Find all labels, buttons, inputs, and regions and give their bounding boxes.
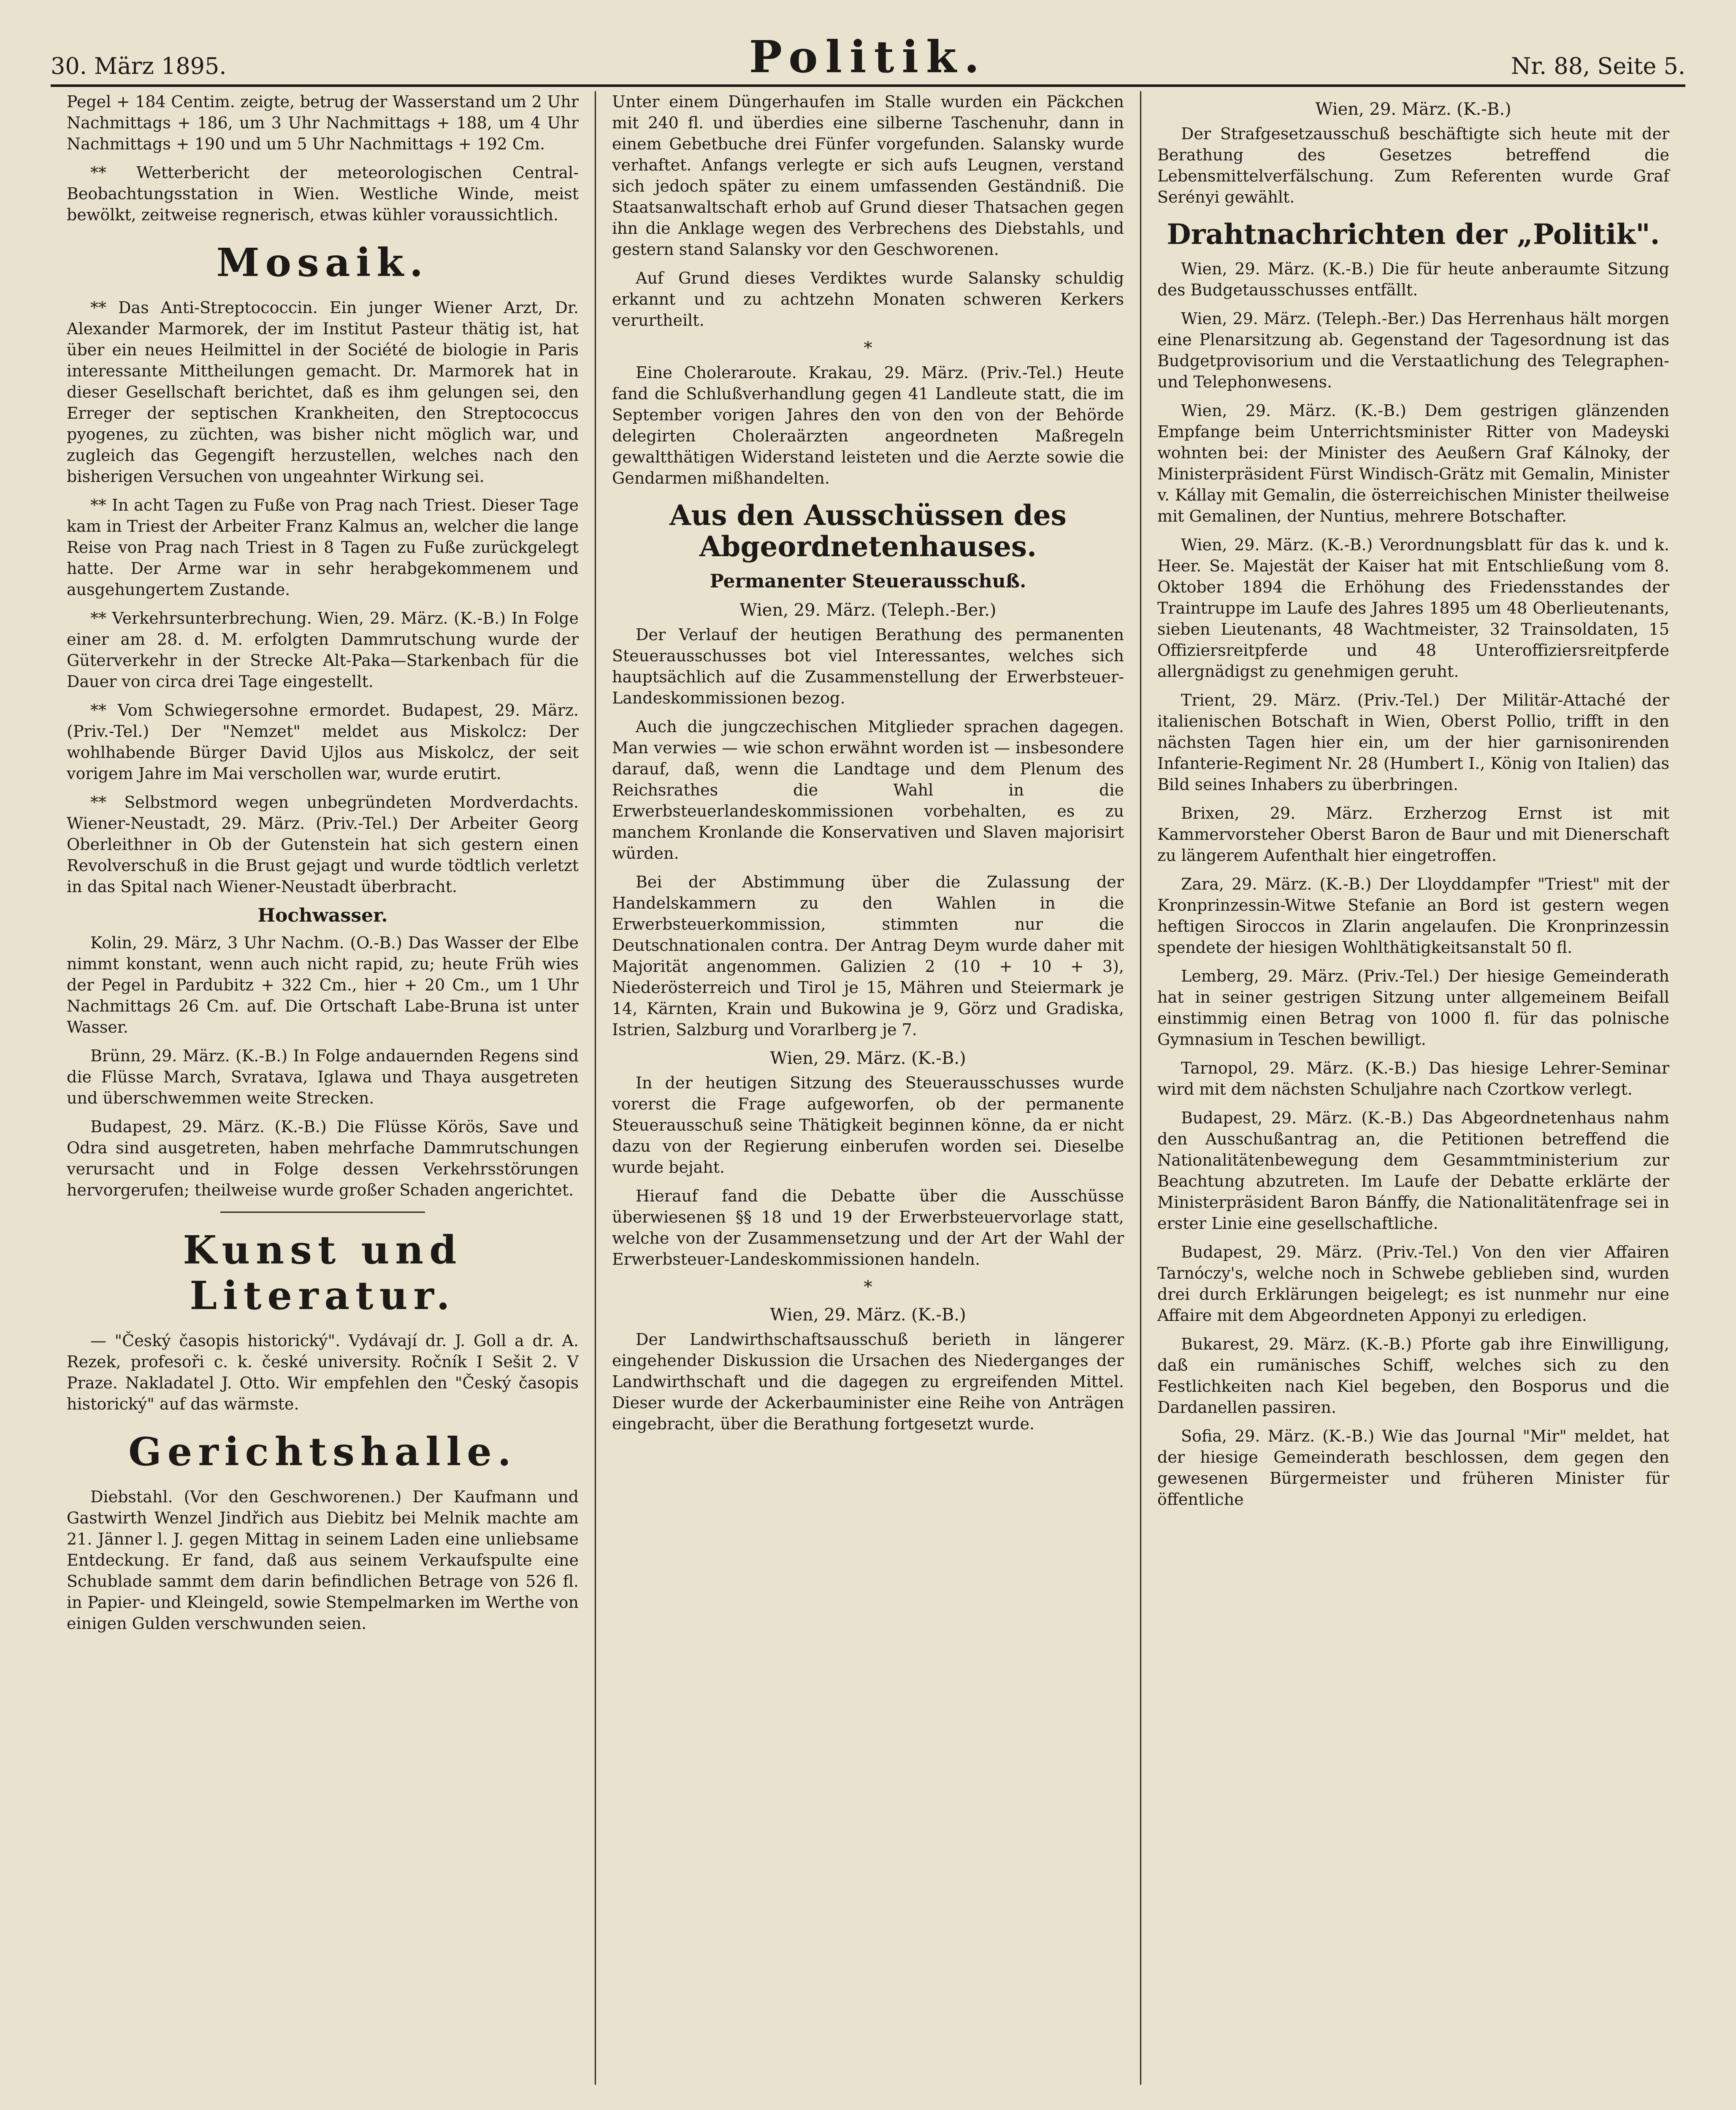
article-paragraph: Kolin, 29. März, 3 Uhr Nachm. (O.-B.) Das Wasser der Elbe nimmt konstant, wenn auch nicht rapid, zu; heute Früh wies der Pegel in Pardubitz + 322 Cm., hier + 20 Cm., um 1 Uhr Nachmittags 26 Cm. auf. Die Ortschaft Labe-Bruna ist unter Wasser. [67,933,579,1036]
dateline: Wien, 29. März. (K.-B.) [770,1049,966,1068]
article-paragraph: Unter einem Düngerhaufen im Stalle wurden ein Päckchen mit 240 fl. und überdies eine silberne Taschenuhr, dann in einem Gebetbuche drei Fünfer vorgefunden. Salansky wurde verhaftet. Anfangs verlegte er sich aufs Leugnen, verstand sich jedoch später zu einem umfassenden Geständniß. Die Staatsanwaltschaft erhob auf Grund dieser Thatsachen gegen ihn die Anklage wegen des Verbrechens des Diebstahls, und gestern stand Salansky vor den Geschworenen. [612,92,1124,259]
telegram-paragraph: Brixen, 29. März. Erzherzog Ernst ist mit Kammervorsteher Oberst Baron de Baur und mit Dienerschaft zu längerem Aufenthalt hier eingetroffen. [1157,804,1669,865]
columns [51,91,1685,2085]
drahtnachrichten-heading: Drahtnachrichten der „Politik". [1167,218,1660,251]
telegram-paragraph: Zara, 29. März. (K.-B.) Der Lloyddampfer "Triest" mit der Kronprinzessin-Witwe Stefanie an Bord ist gestern wegen heftigen Siroccos in Zlarin angelaufen. Die Kronprinzessin spendete der hiesigen Wohlthätigkeitsanstalt 50 fl. [1157,875,1669,957]
article-paragraph: Der Landwirthschaftsausschuß berieth in längerer eingehender Diskussion die Ursachen des Niederganges der Landwirthschaft und die dagegen zu ergreifenden Mittel. Dieser wurde der Ackerbauminister eine Reihe von Anträgen eingebracht, über die Berathung fortgesetzt wurde. [612,1330,1124,1433]
article-paragraph: ** Verkehrsunterbrechung. Wien, 29. März. (K.-B.) In Folge einer am 28. d. M. erfolgten Dammrutschung wurde der Güterverkehr in der Strecke Alt-Paka—Starkenbach für die Dauer von circa drei Tage eingestellt. [67,609,579,691]
article-paragraph: Brünn, 29. März. (K.-B.) In Folge andauernden Regens sind die Flüsse March, Svratava, Iglawa und Thaya ausgetreten und überschwemmen weite Strecken. [67,1047,579,1107]
article-paragraph: Hierauf fand die Debatte über die Ausschüsse überwiesenen §§ 18 und 19 der Erwerbsteuervorlage statt, welche von der Zusammensetzung und der Art der Wahl der Erwerbsteuer-Landeskommissionen handeln. [612,1187,1124,1269]
telegram-paragraph: Sofia, 29. März. (K.-B.) Wie das Journal "Mir" meldet, hat der hiesige Gemeinderath beschlossen, dem gegen den gewesenen Bürgermeister und früheren Minister für öffentliche [1157,1427,1669,1509]
telegram-paragraph: Wien, 29. März. (K.-B.) Die für heute anberaumte Sitzung des Budgetausschusses entfällt. [1157,260,1669,299]
dateline: Wien, 29. März. (K.-B.) [1315,100,1511,119]
dateline: Wien, 29. März. (Teleph.-Ber.) [739,601,997,620]
telegram-paragraph: Wien, 29. März. (K.-B.) Verordnungsblatt für das k. und k. Heer. Se. Majestät der Kaiser hat mit Entschließung vom 8. Oktober 1894 die Erhöhung des Friedensstandes der Traintruppe im Laufe des Jahres 1895 um 48 Oberlieutenants, sieben Lieutenants, 48 Wachtmeister, 32 Trainsoldaten, 15 Offiziersreitpferde und 48 Unteroffiziersreitpferde allergnädigst zu genehmigen geruht. [1157,536,1669,681]
telegram-paragraph: Budapest, 29. März. (K.-B.) Das Abgeordnetenhaus nahm den Ausschußantrag an, die Petitionen betreffend die Nationalitätenbewegung dem Gesammtministerium zur Beachtung abzutreten. Im Laufe der Debatte erklärte der Ministerpräsident Baron Bánffy, die Nationalitätenfrage sei in erster Linie eine gesellschaftliche. [1157,1109,1669,1233]
separator-star: * [864,1277,872,1297]
hochwasser-heading: Hochwasser. [257,905,388,926]
column-3 [1140,91,1685,2085]
gericht-heading: Gerichtshalle. [128,1429,517,1474]
mosaik-heading: Mosaik. [216,240,429,285]
issue-number: Nr. 88, Seite 5. [1511,53,1685,79]
telegram-paragraph: Wien, 29. März. (Teleph.-Ber.) Das Herrenhaus hält morgen eine Plenarsitzung ab. Gegenstand der Tagesordnung ist das Budgetprovisorium und die Verstaatlichung des Telegraphen- und Telephonwesens. [1157,309,1669,391]
article-paragraph: Diebstahl. (Vor den Geschworenen.) Der Kaufmann und Gastwirth Wenzel Jindřich aus Diebitz bei Melnik machte am 21. Jänner l. J. gegen Mittag in seinem Laden eine unliebsame Entdeckung. Er fand, daß aus seinem Verkaufspulte eine Schublade sammt dem darin befindlichen Betrage von 526 fl. in Papier- und Kleingeld, sowie Stempelmarken im Werthe von einigen Gulden verschwunden seien. [67,1488,579,1633]
section-title: Politik. [749,31,987,83]
article-paragraph: — "Český časopis historický". Vydávají dr. J. Goll a dr. A. Rezek, profesoři c. k. české university. Ročník I Sešit 2. V Praze. Nakladatel J. Otto. Wir empfehlen den "Český časopis historický" auf das wärmste. [67,1331,579,1413]
article-paragraph: Budapest, 29. März. (K.-B.) Die Flüsse Körös, Save und Odra sind ausgetreten, haben mehrfache Dammrutschungen verursacht und in Folge dessen Verkehrsstörungen hervorgerufen; theilweise wurde großer Schaden angerichtet. [67,1117,579,1199]
steuerausschuss-heading: Permanenter Steuerausschuß. [710,571,1026,592]
masthead [51,31,1685,87]
issue-date: 30. März 1895. [51,53,227,79]
separator-star: * [864,338,872,358]
telegram-paragraph: Lemberg, 29. März. (Priv.-Tel.) Der hiesige Gemeinderath hat in seiner gestrigen Sitzung unter allgemeinem Beifall einstimmig einen Betrag von 1000 fl. für das polnische Gymnasium in Teschen bewilligt. [1157,967,1669,1049]
article-paragraph: Auf Grund dieses Verdiktes wurde Salansky schuldig erkannt und zu achtzehn Monaten schweren Kerkers verurtheilt. [612,269,1124,330]
dateline: Wien, 29. März. (K.-B.) [770,1305,966,1325]
telegram-paragraph: Wien, 29. März. (K.-B.) Dem gestrigen glänzenden Empfange beim Unterrichtsminister Ritter von Madeyski wohnten bei: der Minister des Aeußern Graf Kálnoky, der Ministerpräsident Fürst Windisch-Grätz mit Gemalin, Minister v. Kállay mit Gemalin, die österreichischen Minister theilweise mit Gemalinen, der Nuntius, mehrere Botschafter. [1157,401,1669,525]
kunst-heading: Kunst und Literatur. [183,1227,463,1318]
article-paragraph: Eine Choleraroute. Krakau, 29. März. (Priv.-Tel.) Heute fand die Schlußverhandlung gegen 41 Landleute statt, die im September vorigen Jahres den von den von der Behörde delegirten Choleraärzten angeordneten Maßregeln gewaltthätigen Widerstand leisteten und die Aerzte sowie die Gendarmen mißhandelten. [612,363,1124,487]
water-level-paragraph: Pegel + 184 Centim. zeigte, betrug der Wasserstand um 2 Uhr Nachmittags + 186, um 3 Uhr Nachmittags + 188, um 4 Uhr Nachmittags + 190 und um 5 Uhr Nachmittags + 192 Cm. [67,92,579,153]
telegram-paragraph: Budapest, 29. März. (Priv.-Tel.) Von den vier Affairen Tarnóczy's, welche noch in Schwebe geblieben sind, wurden drei durch Erklärungen beigelegt; es ist nunmehr nur eine Affaire mit dem Abgeordneten Apponyi zu erledigen. [1157,1243,1669,1325]
weather-paragraph: ** Wetterbericht der meteorologischen Central-Beobachtungsstation in Wien. Westliche Winde, meist bewölkt, zeitweise regnerisch, etwas kühler voraussichtlich. [67,163,579,224]
article-paragraph: ** Das Anti-Streptococcin. Ein junger Wiener Arzt, Dr. Alexander Marmorek, der im Institut Pasteur thätig ist, hat über ein neues Heilmittel in der Société de biologie in Paris interessante Mittheilungen gemacht. Dr. Marmorek hat in dieser Gesellschaft berichtet, daß es ihm gelungen sei, den Erreger der septischen Krankheiten, den Streptococcus pyogenes, zu züchten, was bisher nicht möglich war, und zugleich das Gegengift herzustellen, welches nach den bisherigen Versuchen von ungeahnter Wirkung sei. [67,298,579,486]
telegram-paragraph: Tarnopol, 29. März. (K.-B.) Das hiesige Lehrer-Seminar wird mit dem nächsten Schuljahre nach Czortkow verlegt. [1157,1059,1669,1098]
article-paragraph: ** In acht Tagen zu Fuße von Prag nach Triest. Dieser Tage kam in Triest der Arbeiter Franz Kalmus an, welcher die lange Reise von Prag nach Triest in 8 Tagen zu Fuße zurückgelegt hatte. Der Arme war in sehr herabgekommenem und ausgehungertem Zustande. [67,496,579,599]
article-paragraph: Der Verlauf der heutigen Berathung des permanenten Steuerausschusses bot viel Interessantes, welches sich hauptsächlich auf die Zusammenstellung der Erwerbsteuer-Landeskommissionen bezog. [612,625,1124,707]
article-paragraph: ** Selbstmord wegen unbegründeten Mordverdachts. Wiener-Neustadt, 29. März. (Priv.-Tel.) Der Arbeiter Georg Oberleithner in Ob der Gutenstein hat sich gestern einen Revolverschuß in die Brust gejagt und wurde tödtlich verletzt in das Spital nach Wiener-Neustadt überbracht. [67,793,579,896]
ausschuesse-heading: Aus den Ausschüssen des Abgeordnetenhauses. [669,499,1067,563]
divider [220,1212,425,1213]
article-paragraph: Der Strafgesetzausschuß beschäftigte sich heute mit der Berathung des Gesetzes betreffend die Lebensmittelverfälschung. Zum Referenten wurde Graf Serényi gewählt. [1157,124,1669,206]
article-paragraph: Auch die jungczechischen Mitglieder sprachen dagegen. Man verwies — wie schon erwähnt worden ist — insbesondere darauf, daß, wenn die Landtage und dem Plenum des Reichsrathes die Wahl in die Erwerbsteuerlandeskommissionen vorbehalten, es zu manchem Kronlande die Konservativen und Slaven majorisirt würden. [612,717,1124,863]
telegram-paragraph: Trient, 29. März. (Priv.-Tel.) Der Militär-Attaché der italienischen Botschaft in Wien, Oberst Pollio, trifft in den nächsten Tagen hier ein, um der hier garnisonirenden Infanterie-Regiment Nr. 28 (Humbert I., König von Italien) das Bild seines Inhabers zu überbringen. [1157,691,1669,794]
article-paragraph: ** Vom Schwiegersohne ermordet. Budapest, 29. März. (Priv.-Tel.) Der "Nemzet" meldet aus Miskolcz: Der wohlhabende Bürger David Ujlos aus Miskolcz, der seit vorigem Jahre im Mai verschollen war, wurde erutirt. [67,701,579,783]
article-paragraph: In der heutigen Sitzung des Steuerausschusses wurde vorerst die Frage aufgeworfen, ob der permanente Steuerausschuß seine Thätigkeit beginnen könne, da er nicht dazu von der Regierung einberufen worden sei. Dieselbe wurde bejaht. [612,1074,1124,1177]
column-1 [51,91,595,2085]
column-2 [595,91,1140,2085]
article-paragraph: Bei der Abstimmung über die Zulassung der Handelskammern zu den Wahlen in die Erwerbsteuerkommission, stimmten nur die Deutschnationalen contra. Der Antrag Deym wurde daher mit Majorität angenommen. Galizien 2 (10 + 10 + 3), Niederösterreich und Tirol je 15, Mähren und Steiermark je 14, Kärnten, Krain und Bukowina je 9, Görz und Gradiska, Istrien, Salzburg und Vorarlberg je 7. [612,873,1124,1039]
telegram-paragraph: Bukarest, 29. März. (K.-B.) Pforte gab ihre Einwilligung, daß ein rumänisches Schiff, welches sich zu den Festlichkeiten nach Kiel begeben, den Bosporus und die Dardanellen passiren. [1157,1335,1669,1417]
